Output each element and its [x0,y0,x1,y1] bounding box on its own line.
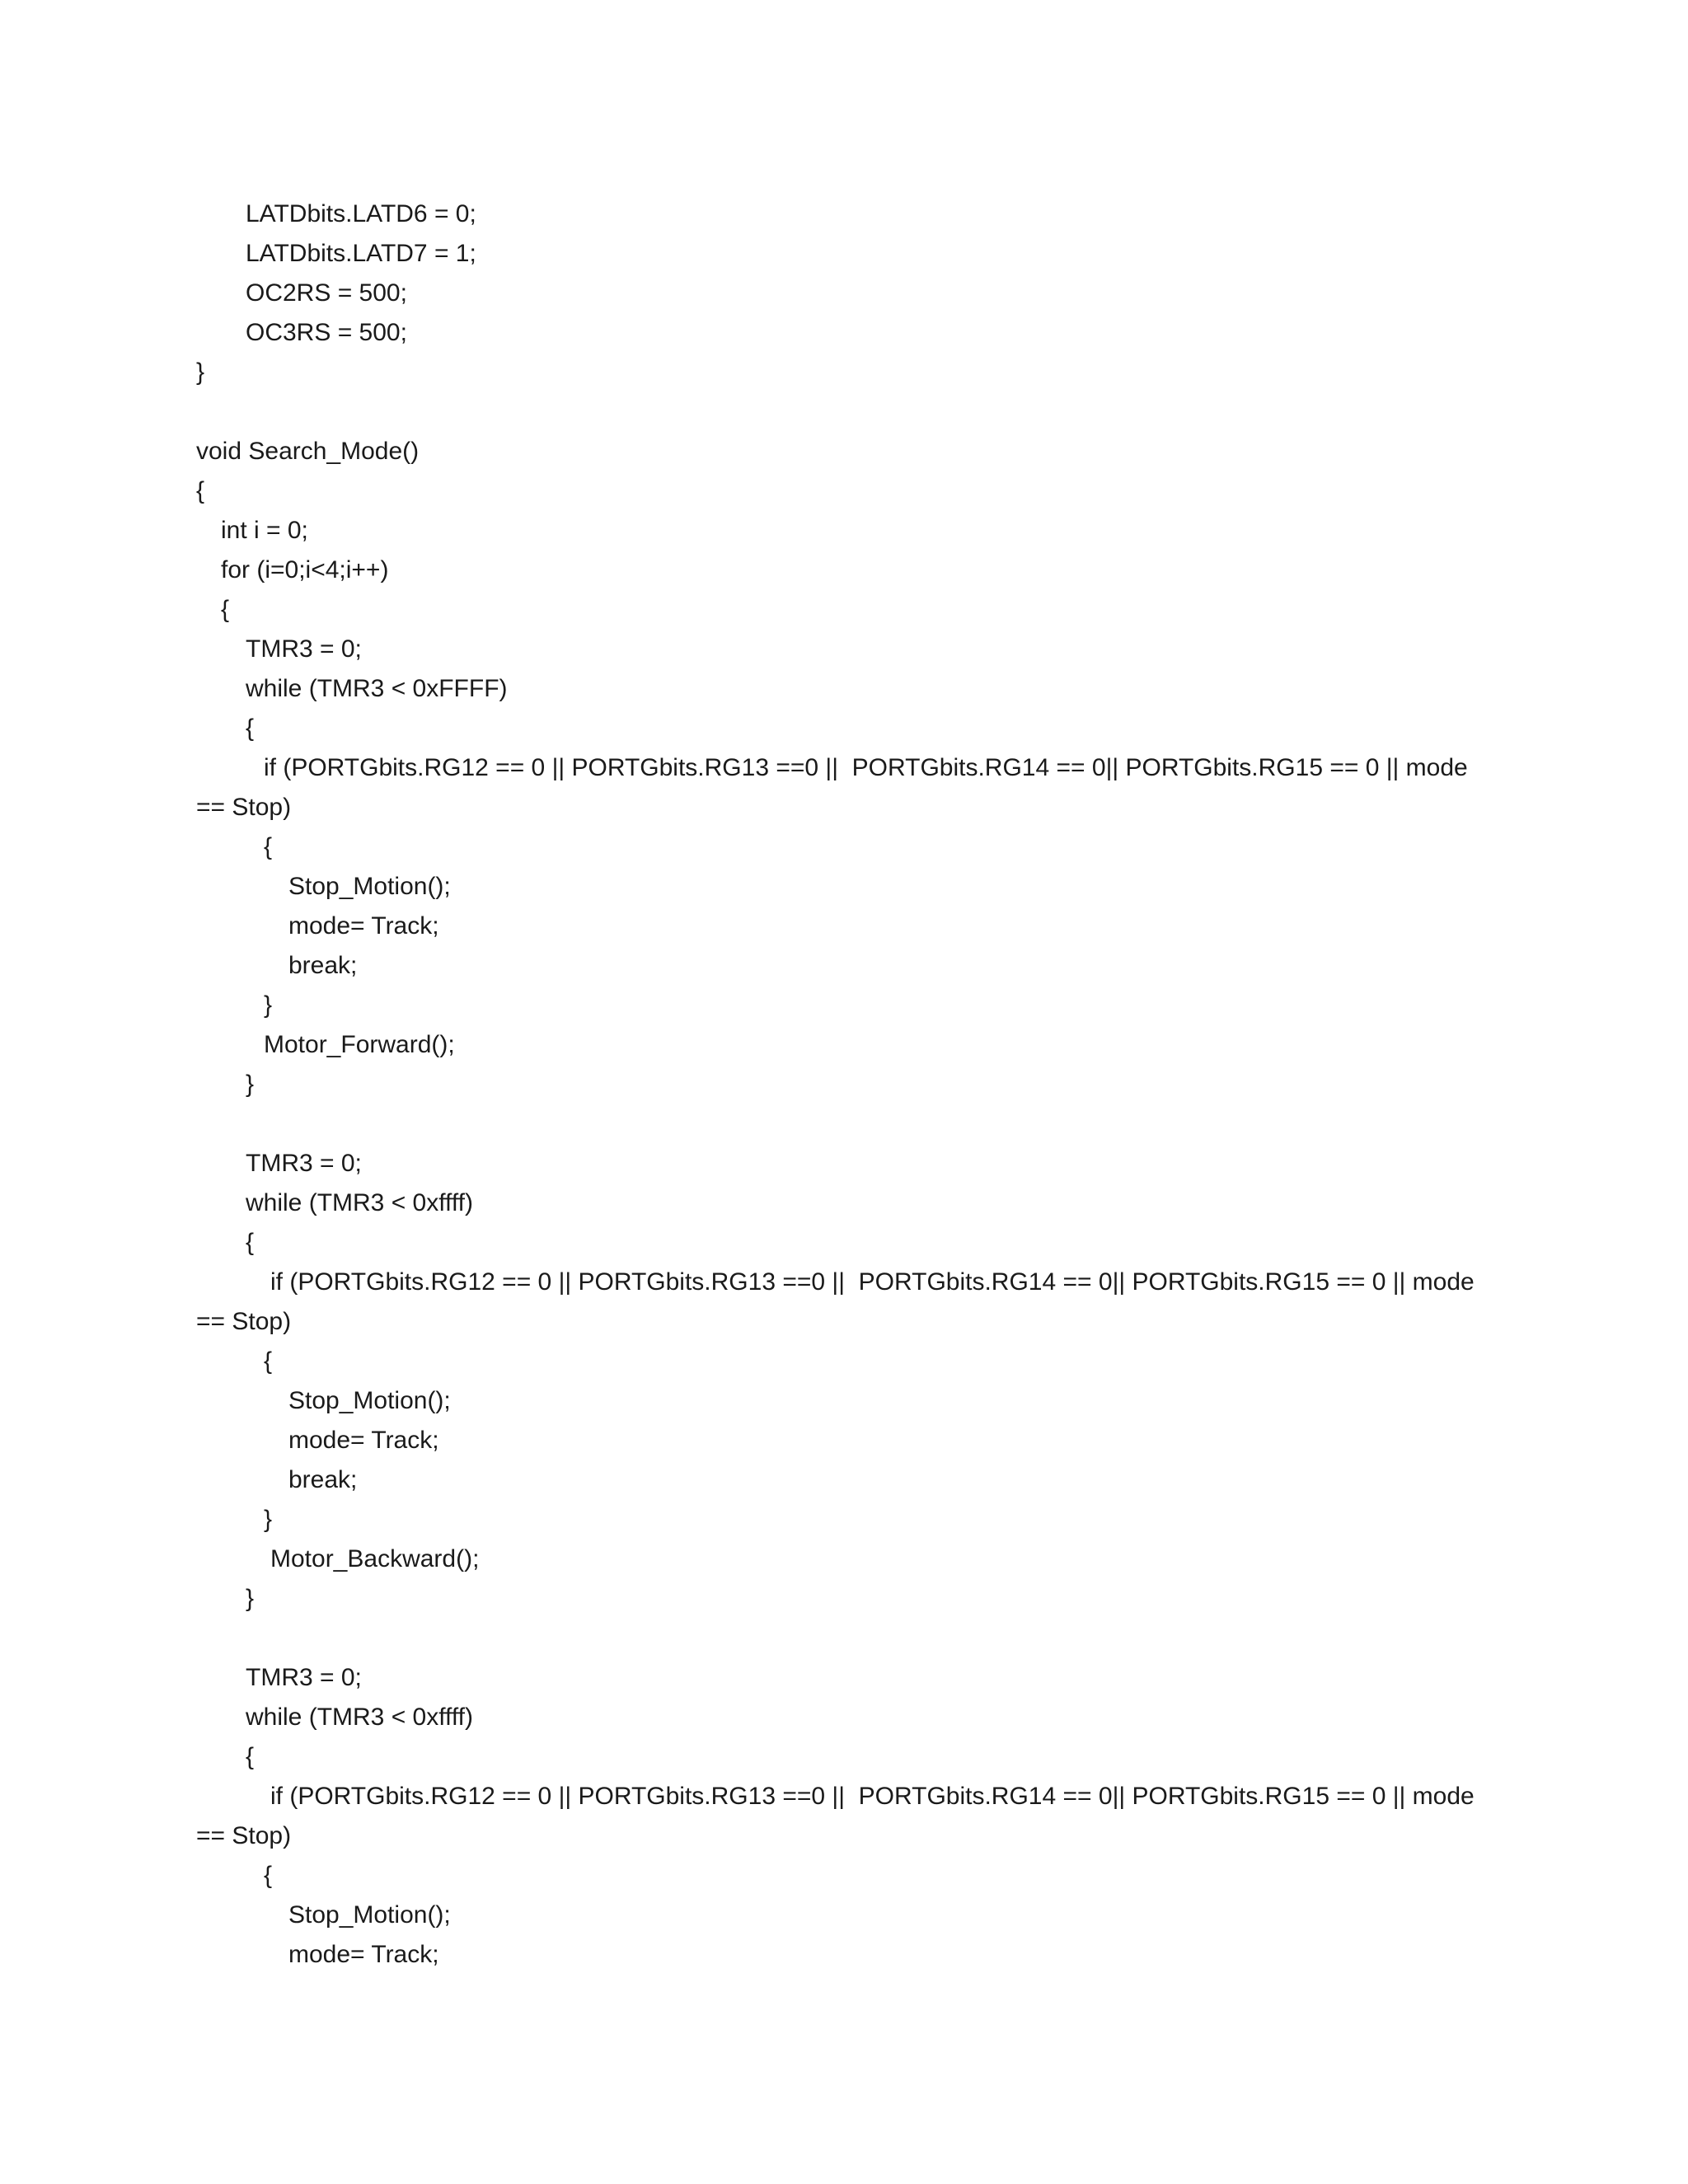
code-line: break; [288,952,358,979]
code-line: break; [288,1466,358,1493]
code-line: { [264,1347,273,1375]
code-line: } [246,1071,255,1098]
code-line: } [264,991,273,1019]
code-line: if (PORTGbits.RG12 == 0 || PORTGbits.RG13 ==0 || PORTGbits.RG14 == 0|| PORTGbits.RG15 == 0 || mode [270,1783,1475,1810]
code-line: { [196,477,205,504]
code-line: Motor_Backward(); [270,1545,480,1572]
code-line: while (TMR3 < 0xFFFF) [246,675,508,702]
code-line: Motor_Forward(); [264,1031,455,1058]
code-line: mode= Track; [288,1427,439,1454]
code-line: { [246,1229,255,1256]
code-line: OC3RS = 500; [246,319,407,346]
code-line: LATDbits.LATD7 = 1; [246,240,476,267]
code-line: TMR3 = 0; [246,1150,362,1177]
code-line: while (TMR3 < 0xffff) [246,1189,473,1216]
code-line: { [264,833,273,860]
code-line: { [264,1862,273,1889]
code-line: == Stop) [196,1822,292,1849]
code-line: if (PORTGbits.RG12 == 0 || PORTGbits.RG13 ==0 || PORTGbits.RG14 == 0|| PORTGbits.RG15 == 0 || mode [264,754,1468,781]
code-line: { [246,715,255,742]
code-line: == Stop) [196,794,292,821]
code-line: for (i=0;i<4;i++) [221,556,389,583]
code-line: } [196,359,205,386]
code-line: mode= Track; [288,1941,439,1968]
code-line: Stop_Motion(); [288,1901,451,1929]
code-line: Stop_Motion(); [288,873,451,900]
code-line: OC2RS = 500; [246,279,407,307]
code-line: while (TMR3 < 0xffff) [246,1704,473,1731]
code-line: if (PORTGbits.RG12 == 0 || PORTGbits.RG13 ==0 || PORTGbits.RG14 == 0|| PORTGbits.RG15 == 0 || mode [270,1268,1475,1296]
code-line: TMR3 = 0; [246,1664,362,1691]
code-line: } [246,1585,255,1612]
code-line: { [246,1743,255,1770]
code-line: int i = 0; [221,517,308,544]
code-line: } [264,1506,273,1533]
code-line: mode= Track; [288,912,439,940]
code-line: { [221,596,230,623]
code-line: == Stop) [196,1308,292,1335]
code-line: Stop_Motion(); [288,1387,451,1414]
code-line: LATDbits.LATD6 = 0; [246,200,476,227]
code-line: void Search_Mode() [196,438,420,465]
code-line: TMR3 = 0; [246,635,362,663]
